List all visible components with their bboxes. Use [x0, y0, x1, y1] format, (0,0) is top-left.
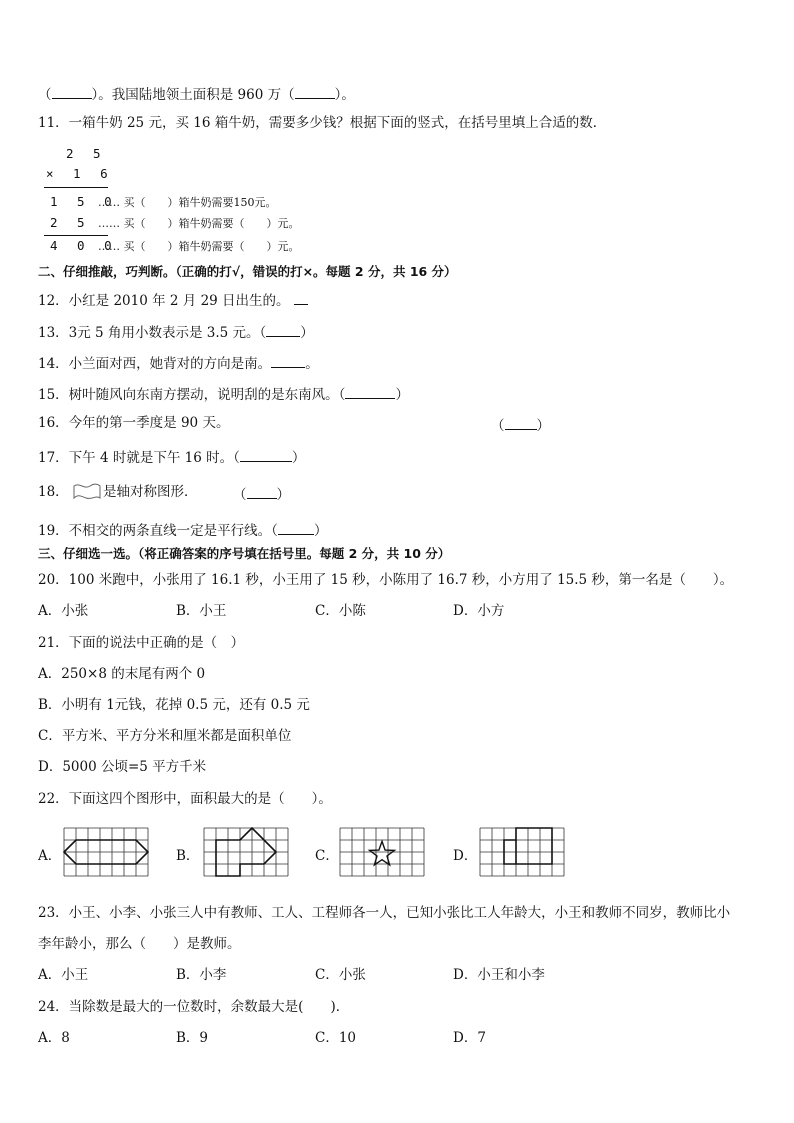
answer-blank[interactable] [294, 292, 308, 305]
answer-blank[interactable] [345, 386, 395, 399]
star-outline [370, 841, 395, 865]
paren-close: ） [300, 325, 314, 341]
q20-option-b[interactable]: B．小王 [176, 603, 227, 619]
q20-text: 20．100 米跑中，小张用了 16.1 秒，小王用了 15 秒，小陈用了 16.7 秒，小方用了 15.5 秒，第一名是（ ）。 [38, 572, 734, 588]
answer-blank[interactable] [240, 449, 292, 462]
q16-text: 16．今年的第一季度是 90 天。 [38, 415, 230, 431]
q16-answer: （ ） [491, 418, 550, 434]
paren-close: ） [536, 418, 550, 434]
q18-answer: （ ） [233, 487, 290, 503]
wave-flag-shape-icon [72, 482, 102, 502]
answer-blank[interactable] [247, 486, 277, 499]
q21-option-b[interactable]: B．小明有 1元钱，花掉 0.5 元，还有 0.5 元 [38, 697, 310, 713]
q20-option-d[interactable]: D．小方 [453, 603, 505, 619]
answer-blank[interactable] [266, 324, 300, 337]
q22-text: 22．下面这四个图形中，面积最大的是（ ）。 [38, 791, 332, 807]
q13 [38, 324, 314, 341]
q15-text: 15．树叶随风向东南方摆动，说明刮的是东南风。（ [38, 387, 346, 403]
figure-a-hexagon[interactable] [63, 827, 149, 885]
q14: 14．小兰面对西，她背对的方向是南。 。 [38, 356, 319, 372]
q18-number: 18． [38, 484, 69, 500]
calc-row-5: 4 0 0 [50, 238, 118, 253]
answer-blank[interactable] [271, 355, 305, 368]
q24-option-a[interactable]: A．8 [38, 1030, 70, 1046]
answer-blank [52, 86, 92, 99]
answer-blank[interactable] [278, 522, 314, 535]
q21-option-a[interactable]: A．250×8 的末尾有两个 0 [38, 666, 206, 682]
q22-label-b[interactable]: B． [176, 848, 200, 864]
q21-option-c[interactable]: C．平方米、平方分米和厘米都是面积单位 [38, 728, 292, 744]
calc-row-1: 2 5 [66, 146, 107, 161]
answer-blank [295, 86, 335, 99]
calc-note-5: …… 买（ ）箱牛奶需要（ ）元。 [98, 240, 300, 253]
calc-row-3: 1 5 0 [50, 194, 118, 209]
q16 [38, 417, 229, 431]
q12-text: 12．小红是 2010 年 2 月 29 日出生的。 [38, 293, 290, 309]
q13-text: 13．3元 5 角用小数表示是 3.5 元。（ [38, 325, 267, 341]
q17-text: 17．下午 4 时就是下午 16 时。（ [38, 450, 240, 466]
q10-close: ）。 [334, 87, 355, 103]
q19 [38, 522, 327, 539]
q15 [38, 386, 409, 403]
q24-option-d[interactable]: D．7 [453, 1030, 486, 1046]
q17 [38, 449, 305, 466]
calc-rule [44, 235, 108, 236]
q23-option-d[interactable]: D．小王和小李 [453, 967, 545, 983]
calc-rule [44, 187, 108, 188]
q24-text: 24．当除数是最大的一位数时，余数最大是( )． [38, 999, 350, 1015]
q22-label-c[interactable]: C． [315, 848, 339, 864]
q10-tail [38, 86, 355, 103]
section-2-heading: 二、仔细推敲，巧判断。（正确的打√，错误的打×。每题 2 分，共 16 分） [38, 264, 457, 279]
calc-row-4: 2 5 [50, 215, 91, 230]
q19-text: 19．不相交的两条直线一定是平行线。（ [38, 523, 278, 539]
q23-option-c[interactable]: C．小张 [315, 967, 366, 983]
q21-option-d[interactable]: D．5000 公顷=5 平方千米 [38, 759, 207, 775]
calc-note-4: …… 买（ ）箱牛奶需要（ ）元。 [98, 217, 300, 230]
figure-d-rectangles[interactable] [479, 827, 565, 885]
answer-blank[interactable] [505, 417, 537, 430]
q23-line-2: 李年龄小，那么（ ）是教师。 [38, 936, 241, 952]
q22-label-a[interactable]: A． [38, 848, 62, 864]
q24-option-b[interactable]: B．9 [176, 1030, 209, 1046]
paren-close: ） [395, 387, 409, 403]
calc-note-3: …… 买（ ）箱牛奶需要150元。 [98, 196, 277, 209]
q10-mid-text: ）。我国陆地领土面积是 960 万（ [91, 87, 295, 103]
q11-text: 11．一箱牛奶 25 元，买 16 箱牛奶，需要多少钱？根据下面的竖式，在括号里填上合适的数． [38, 115, 607, 131]
q23-line-1: 23．小王、小李、小张三人中有教师、工人、工程师各一人，已知小张比工人年龄大，小王和教师不同岁，教师比小 [38, 905, 731, 921]
figure-b-house[interactable] [203, 827, 289, 885]
q21-text: 21．下面的说法中正确的是（ ） [38, 635, 245, 651]
q14-text: 14．小兰面对西，她背对的方向是南。 [38, 356, 272, 372]
paren-close: ） [313, 523, 328, 539]
q20-option-a[interactable]: A．小张 [38, 603, 89, 619]
paren-open: （ [38, 87, 52, 103]
figure-c-star[interactable] [339, 827, 425, 885]
q12 [38, 292, 308, 309]
paren-close: ） [276, 487, 290, 503]
q20-option-c[interactable]: C．小陈 [315, 603, 366, 619]
q18-text: 是轴对称图形． [103, 484, 198, 500]
paren-close: ） [291, 450, 306, 466]
q24-option-c[interactable]: C．10 [315, 1030, 357, 1046]
q23-option-b[interactable]: B．小李 [176, 967, 227, 983]
section-3-heading: 三、仔细选一选。（将正确答案的序号填在括号里。每题 2 分，共 10 分） [38, 546, 451, 561]
q23-option-a[interactable]: A．小王 [38, 967, 89, 983]
calc-row-2: × 1 6 [46, 166, 114, 181]
q22-label-d[interactable]: D． [453, 848, 478, 864]
